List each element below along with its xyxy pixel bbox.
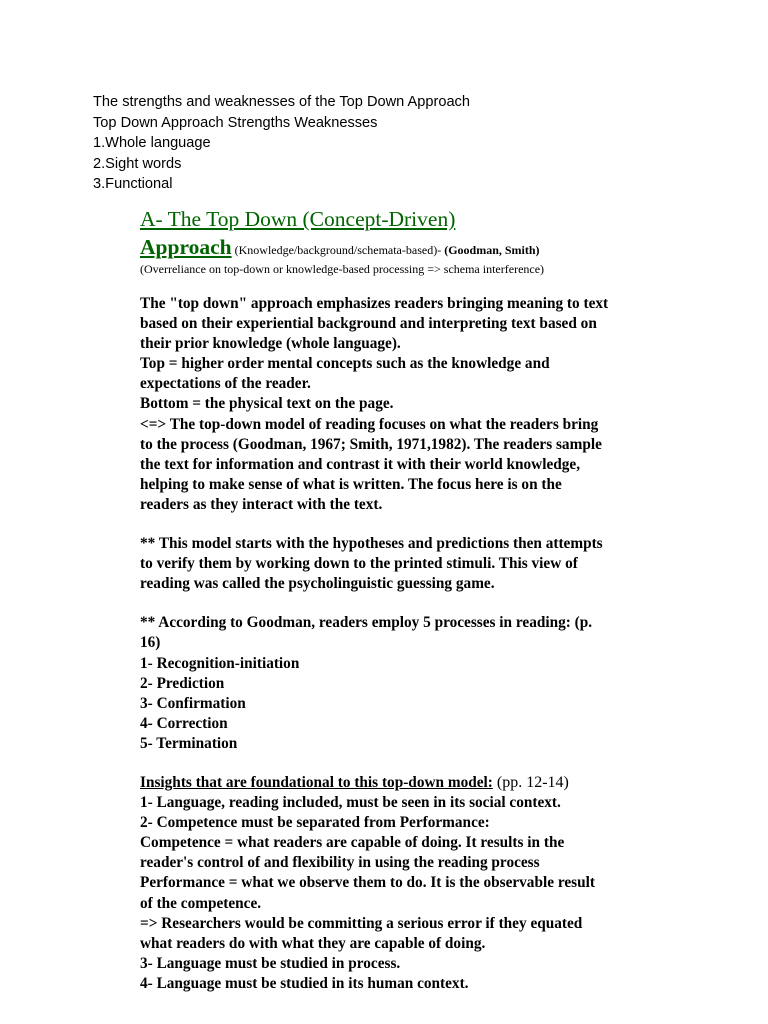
text-line: based on their experiential background and interpreting text based on <box>140 315 597 333</box>
paragraph-model-hypotheses <box>140 534 680 594</box>
text-line: Bottom = the physical text on the page. <box>140 395 394 413</box>
text-line: what readers do with what they are capable of doing. <box>140 934 486 952</box>
heading-title-line2 <box>140 233 700 264</box>
heading-title-approach: Approach <box>140 235 232 259</box>
heading-authors: (Goodman, Smith) <box>444 243 540 257</box>
text-line: the text for information and contrast it with their world knowledge, <box>140 455 581 473</box>
paragraph-top-down-definition <box>140 294 680 515</box>
text-line: 4- Language must be studied in its human context. <box>140 974 469 992</box>
text-line: 3- Language must be studied in process. <box>140 954 401 972</box>
heading-tags: (Knowledge/background/schemata-based)- <box>231 243 445 257</box>
text-line: 1- Language, reading included, must be seen in its social context. <box>140 794 561 812</box>
paragraph-gap <box>140 515 680 534</box>
paragraph-gap <box>140 754 680 773</box>
intro-item-2: 2.Sight words <box>93 155 182 172</box>
text-line: 2- Competence must be separated from Performance: <box>140 814 490 832</box>
heading-subtitle: (Overreliance on top-down or knowledge-based processing => schema interference) <box>140 262 545 276</box>
text-line: 16) <box>140 634 161 652</box>
text-line: ** According to Goodman, readers employ 5 processes in reading: (p. <box>140 614 593 632</box>
text-line: reading was called the psycholinguistic guessing game. <box>140 575 495 593</box>
intro-block <box>93 92 470 195</box>
intro-item-1: 1.Whole language <box>93 135 211 151</box>
insights-pages: (pp. 12-14) <box>492 773 569 791</box>
document-body <box>140 294 680 994</box>
heading-title-line1: A- The Top Down (Concept-Driven) <box>140 207 456 231</box>
text-line: <=> The top-down model of reading focuses on what the readers bring <box>140 415 599 433</box>
text-line: helping to make sense of what is written. The focus here is on the <box>140 475 562 493</box>
text-line: 3- Confirmation <box>140 694 246 712</box>
insights-heading-line <box>140 773 680 793</box>
text-line: to the process (Goodman, 1967; Smith, 1971,1982). The readers sample <box>140 435 602 453</box>
text-line: Performance = what we observe them to do. It is the observable result <box>140 874 595 892</box>
text-line: 1- Recognition-initiation <box>140 654 300 672</box>
text-line: 2- Prediction <box>140 674 225 692</box>
text-line: of the competence. <box>140 894 262 912</box>
text-line: 4- Correction <box>140 714 228 732</box>
text-line: 5- Termination <box>140 734 238 752</box>
text-line: expectations of the reader. <box>140 375 311 393</box>
intro-title: The strengths and weaknesses of the Top Down Approach <box>93 94 470 110</box>
text-line: ** This model starts with the hypotheses and predictions then attempts <box>140 535 603 553</box>
text-line: reader's control of and flexibility in using the reading process <box>140 854 540 872</box>
insights-heading: Insights that are foundational to this top-down model: <box>140 773 493 791</box>
text-line: Competence = what readers are capable of doing. It results in the <box>140 834 565 852</box>
text-line: The "top down" approach emphasizes readers bringing meaning to text <box>140 295 609 312</box>
paragraph-goodman-processes <box>140 613 680 754</box>
text-line: => Researchers would be committing a serious error if they equated <box>140 914 583 932</box>
text-line: Top = higher order mental concepts such as the knowledge and <box>140 355 550 373</box>
paragraph-gap <box>140 594 680 613</box>
intro-subtitle: Top Down Approach Strengths Weaknesses <box>93 114 378 131</box>
intro-item-3: 3.Functional <box>93 176 173 192</box>
section-heading <box>140 205 700 277</box>
text-line: their prior knowledge (whole language). <box>140 335 401 353</box>
paragraph-insights-list <box>140 793 680 994</box>
text-line: to verify them by working down to the printed stimuli. This view of <box>140 555 578 573</box>
text-line: readers as they interact with the text. <box>140 495 383 513</box>
